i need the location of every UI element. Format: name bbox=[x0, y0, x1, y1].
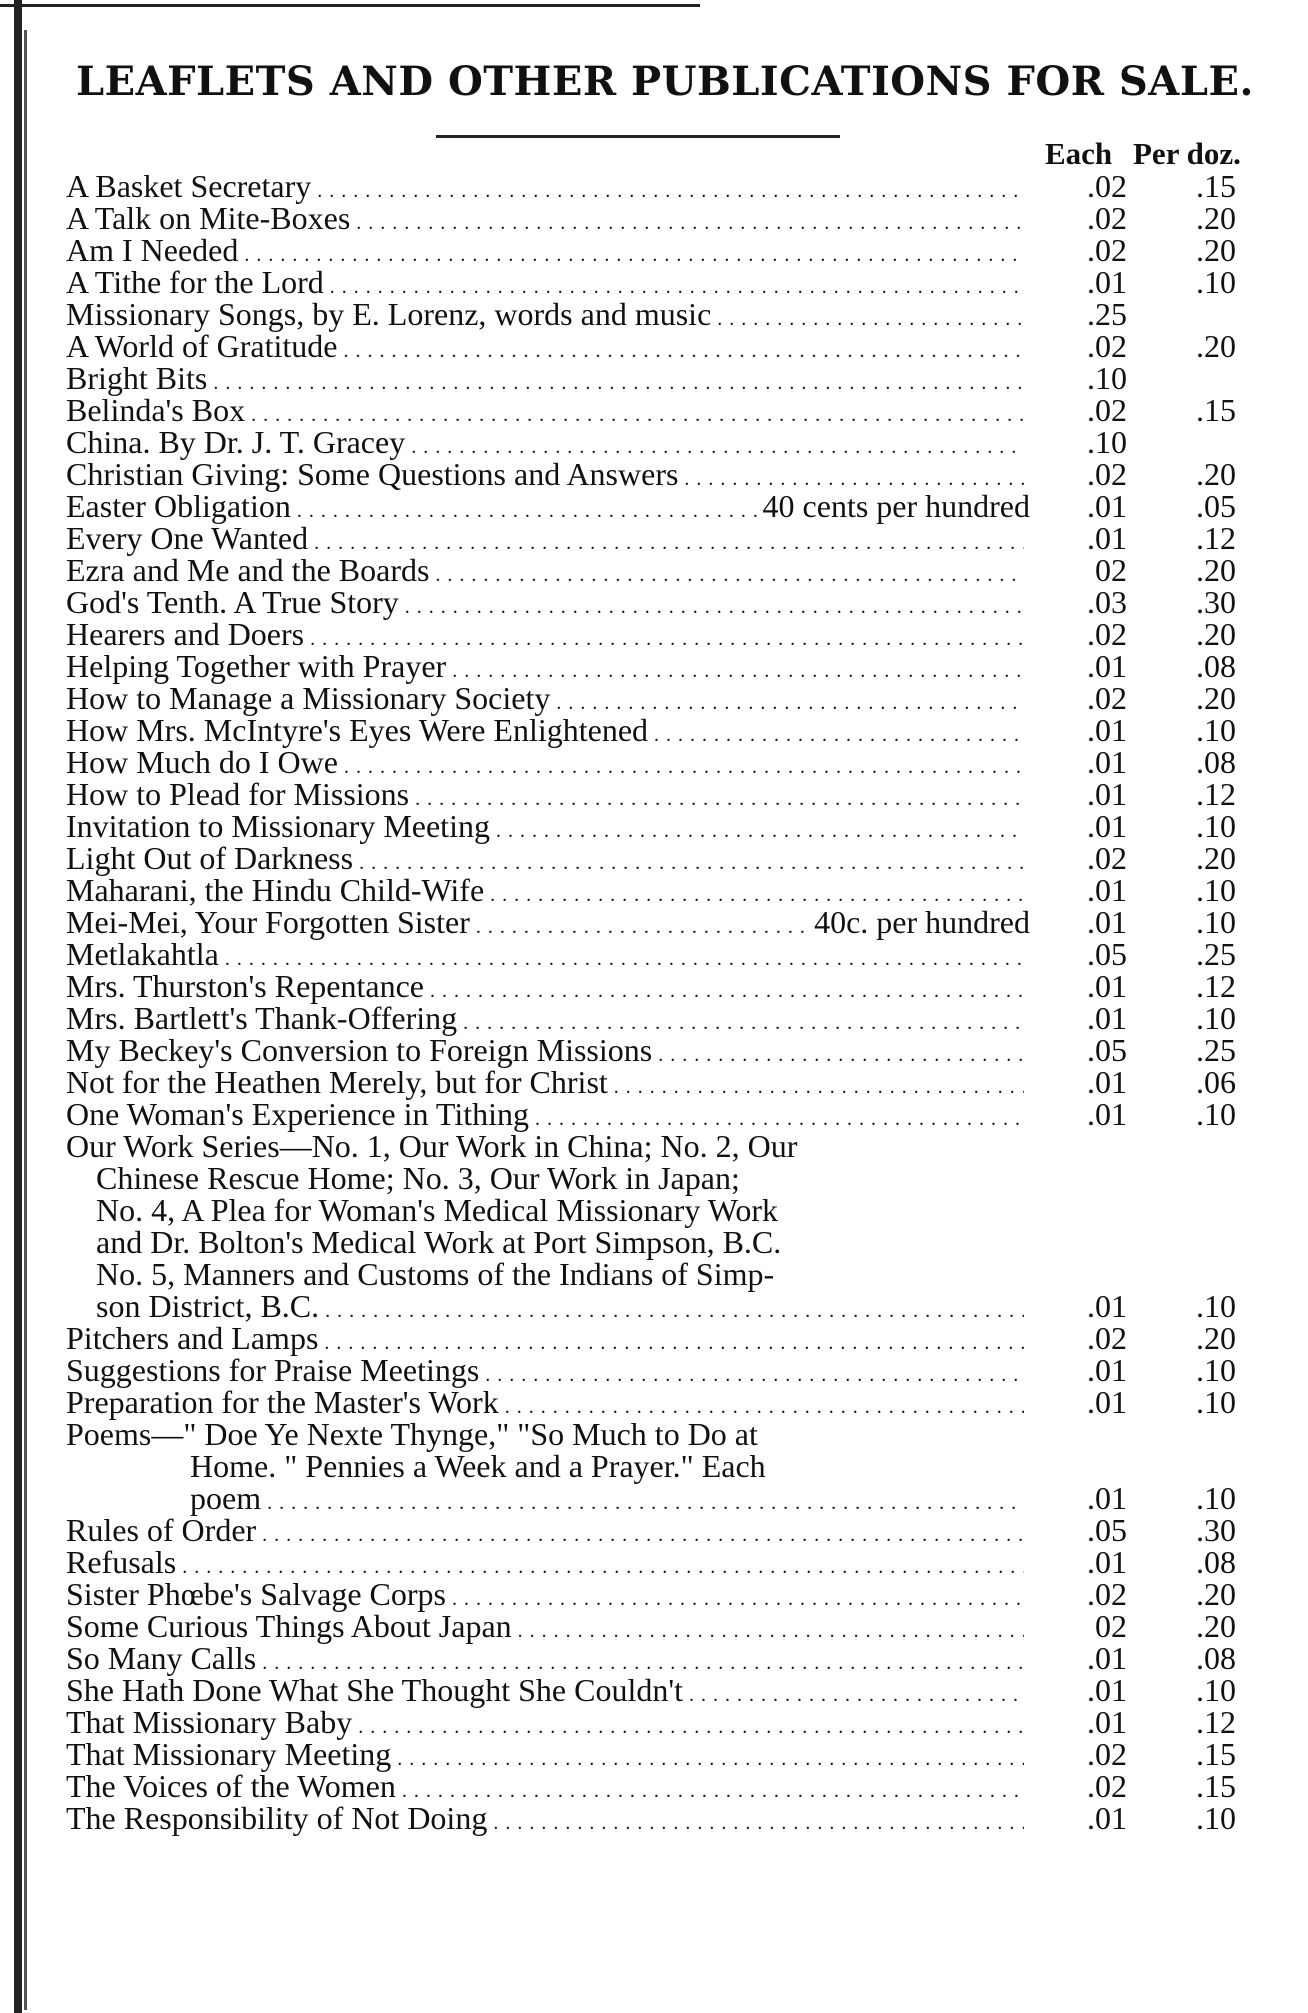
price-each: .02 bbox=[1087, 200, 1127, 236]
price-each: .01 bbox=[1087, 520, 1127, 556]
price-per-doz: .10 bbox=[1196, 1000, 1236, 1036]
our-work-line: No. 5, Manners and Customs of the Indians of Simp- bbox=[96, 1256, 775, 1292]
publication-row bbox=[66, 1642, 1266, 1674]
publication-row bbox=[66, 490, 1266, 522]
dot-leader bbox=[493, 1802, 1024, 1839]
price-per-doz: .06 bbox=[1196, 1064, 1236, 1100]
price-each: .01 bbox=[1087, 1064, 1127, 1100]
price-each: .02 bbox=[1087, 1320, 1127, 1356]
publication-row bbox=[66, 1514, 1266, 1546]
our-work-last-line bbox=[66, 1290, 1266, 1322]
publication-group-3 bbox=[66, 1514, 1266, 1834]
price-per-doz: .30 bbox=[1196, 584, 1236, 620]
price-note: 40 cents per hundred bbox=[762, 490, 1030, 524]
poems-entry bbox=[66, 1418, 1266, 1514]
publication-row bbox=[66, 426, 1266, 458]
price-per-doz: .25 bbox=[1196, 1032, 1236, 1068]
price-per-doz: .08 bbox=[1196, 744, 1236, 780]
publication-title: How to Plead for Missions bbox=[66, 778, 410, 812]
price-each: .01 bbox=[1087, 1000, 1127, 1036]
publication-title: The Responsibility of Not Doing bbox=[66, 1802, 488, 1836]
publication-title: Not for the Heathen Merely, but for Christ bbox=[66, 1066, 608, 1100]
price-per-doz: .20 bbox=[1196, 1576, 1236, 1612]
publication-row bbox=[66, 618, 1266, 650]
publication-row bbox=[66, 202, 1266, 234]
column-header-each: Each bbox=[1045, 136, 1113, 171]
publication-title: My Beckey's Conversion to Foreign Missions bbox=[66, 1034, 653, 1068]
price-per-doz: .12 bbox=[1196, 776, 1236, 812]
price-per-doz: .08 bbox=[1196, 1544, 1236, 1580]
publication-title: Belinda's Box bbox=[66, 394, 246, 428]
price-per-doz: .10 bbox=[1196, 264, 1236, 300]
price-per-doz: .15 bbox=[1196, 392, 1236, 428]
publication-title: Pitchers and Lamps bbox=[66, 1322, 319, 1356]
publication-title: The Voices of the Women bbox=[66, 1770, 396, 1804]
publication-title: Missionary Songs, by E. Lorenz, words and music bbox=[66, 298, 712, 332]
price-each: .01 bbox=[1087, 1352, 1127, 1388]
price-per-doz: .10 bbox=[1196, 808, 1236, 844]
publication-row bbox=[66, 874, 1266, 906]
our-work-line: Chinese Rescue Home; No. 3, Our Work in Japan; bbox=[96, 1160, 740, 1196]
price-each: .01 bbox=[1087, 808, 1127, 844]
publication-title: Sister Phœbe's Salvage Corps bbox=[66, 1578, 446, 1612]
price-per-doz: .20 bbox=[1196, 1608, 1236, 1644]
publication-row bbox=[66, 394, 1266, 426]
price-each: .01 bbox=[1087, 1800, 1127, 1836]
publication-title: Rules of Order bbox=[66, 1514, 257, 1548]
publication-title: Christian Giving: Some Questions and Answers bbox=[66, 458, 679, 492]
price-each: .01 bbox=[1087, 968, 1127, 1004]
our-work-series-entry bbox=[66, 1130, 1266, 1322]
poems-last-line bbox=[66, 1482, 1266, 1514]
price-each: .02 bbox=[1087, 840, 1127, 876]
price-each: .02 bbox=[1087, 232, 1127, 268]
publication-title: Mrs. Bartlett's Thank-Offering bbox=[66, 1002, 458, 1036]
publication-title: One Woman's Experience in Tithing bbox=[66, 1098, 529, 1132]
publication-row bbox=[66, 1738, 1266, 1770]
publication-row bbox=[66, 522, 1266, 554]
publication-title: Hearers and Doers bbox=[66, 618, 305, 652]
price-per-doz: .20 bbox=[1196, 840, 1236, 876]
left-margin-bar bbox=[14, 0, 22, 2013]
our-work-last-text: son District, B.C. bbox=[96, 1290, 320, 1324]
publication-title: Mrs. Thurston's Repentance bbox=[66, 970, 424, 1004]
price-per-doz: .30 bbox=[1196, 1512, 1236, 1548]
publication-title: She Hath Done What She Thought She Couldn't bbox=[66, 1674, 683, 1708]
price-per-doz: .12 bbox=[1196, 968, 1236, 1004]
publication-row bbox=[66, 1098, 1266, 1130]
publication-title: Ezra and Me and the Boards bbox=[66, 554, 430, 588]
publication-row bbox=[66, 1354, 1266, 1386]
price-per-doz: .08 bbox=[1196, 648, 1236, 684]
publication-row bbox=[66, 778, 1266, 810]
publication-title: How Mrs. McIntyre's Eyes Were Enlightened bbox=[66, 714, 649, 748]
price-each: .02 bbox=[1087, 680, 1127, 716]
publication-row bbox=[66, 330, 1266, 362]
publication-title: Every One Wanted bbox=[66, 522, 309, 556]
price-per-doz: .20 bbox=[1196, 616, 1236, 652]
price-each: .01 bbox=[1087, 1480, 1127, 1516]
poems-line: Home. " Pennies a Week and a Prayer." Each bbox=[190, 1448, 766, 1484]
price-per-doz: .10 bbox=[1196, 1480, 1236, 1516]
publication-row bbox=[66, 1002, 1266, 1034]
price-each: .10 bbox=[1087, 360, 1127, 396]
publication-row bbox=[66, 298, 1266, 330]
price-per-doz: .20 bbox=[1196, 552, 1236, 588]
price-each: .02 bbox=[1087, 1576, 1127, 1612]
publication-group-2 bbox=[66, 1322, 1266, 1418]
publication-title: A World of Gratitude bbox=[66, 330, 338, 364]
price-per-doz: .15 bbox=[1196, 168, 1236, 204]
price-each: .01 bbox=[1087, 1288, 1127, 1324]
price-each: .01 bbox=[1087, 1544, 1127, 1580]
publication-title: That Missionary Baby bbox=[66, 1706, 353, 1740]
publication-title: A Tithe for the Lord bbox=[66, 266, 324, 300]
publication-row bbox=[66, 1802, 1266, 1834]
publication-list bbox=[66, 170, 1266, 1834]
price-each: .05 bbox=[1087, 1032, 1127, 1068]
price-each: .02 bbox=[1087, 1768, 1127, 1804]
publication-row bbox=[66, 746, 1266, 778]
column-header-per-doz: Per doz. bbox=[1133, 136, 1241, 171]
price-per-doz: .10 bbox=[1196, 1096, 1236, 1132]
publication-row bbox=[66, 458, 1266, 490]
publication-title: How Much do I Owe bbox=[66, 746, 338, 780]
publication-row bbox=[66, 1386, 1266, 1418]
publication-row bbox=[66, 170, 1266, 202]
price-per-doz: .10 bbox=[1196, 1672, 1236, 1708]
publication-title: Easter Obligation bbox=[66, 490, 291, 524]
our-work-line: Our Work Series—No. 1, Our Work in China; No. 2, Our bbox=[66, 1128, 798, 1164]
price-each: .10 bbox=[1087, 424, 1127, 460]
price-each: .01 bbox=[1087, 872, 1127, 908]
page-title: LEAFLETS AND OTHER PUBLICATIONS FOR SALE. bbox=[76, 58, 1254, 105]
publication-row bbox=[66, 1770, 1266, 1802]
price-per-doz: .08 bbox=[1196, 1640, 1236, 1676]
publication-row bbox=[66, 1706, 1266, 1738]
publication-group-1 bbox=[66, 170, 1266, 1130]
publication-row bbox=[66, 234, 1266, 266]
price-each: .02 bbox=[1087, 1736, 1127, 1772]
price-per-doz: .20 bbox=[1196, 456, 1236, 492]
price-each: .02 bbox=[1087, 328, 1127, 364]
price-per-doz: .05 bbox=[1196, 488, 1236, 524]
publication-title: Suggestions for Praise Meetings bbox=[66, 1354, 480, 1388]
publication-row bbox=[66, 938, 1266, 970]
price-each: .01 bbox=[1087, 1640, 1127, 1676]
publication-title: A Basket Secretary bbox=[66, 170, 312, 204]
publication-title: So Many Calls bbox=[66, 1642, 257, 1676]
publication-row bbox=[66, 810, 1266, 842]
publication-title: Bright Bits bbox=[66, 362, 208, 396]
price-each: .01 bbox=[1087, 904, 1127, 940]
publication-row bbox=[66, 970, 1266, 1002]
publication-row bbox=[66, 554, 1266, 586]
publication-title: A Talk on Mite-Boxes bbox=[66, 202, 351, 236]
publication-row bbox=[66, 266, 1266, 298]
price-each: .01 bbox=[1087, 1672, 1127, 1708]
poems-line: Poems—" Doe Ye Nexte Thynge," "So Much to Do at bbox=[66, 1416, 758, 1452]
price-each: .01 bbox=[1087, 1384, 1127, 1420]
price-each: .02 bbox=[1087, 616, 1127, 652]
publication-title: Preparation for the Master's Work bbox=[66, 1386, 499, 1420]
price-per-doz: .10 bbox=[1196, 904, 1236, 940]
price-per-doz: .12 bbox=[1196, 520, 1236, 556]
publication-row bbox=[66, 1610, 1266, 1642]
publication-row bbox=[66, 362, 1266, 394]
publication-title: Maharani, the Hindu Child-Wife bbox=[66, 874, 485, 908]
price-each: .01 bbox=[1087, 488, 1127, 524]
publication-title: Helping Together with Prayer bbox=[66, 650, 447, 684]
price-each: .01 bbox=[1087, 264, 1127, 300]
title-underline bbox=[436, 135, 840, 138]
price-each: .02 bbox=[1087, 168, 1127, 204]
publication-title: Am I Needed bbox=[66, 234, 239, 268]
publication-row bbox=[66, 1546, 1266, 1578]
price-per-doz: .25 bbox=[1196, 936, 1236, 972]
price-each: .01 bbox=[1087, 648, 1127, 684]
publication-row bbox=[66, 1578, 1266, 1610]
price-each: .03 bbox=[1087, 584, 1127, 620]
price-each: .25 bbox=[1087, 296, 1127, 332]
price-each: .01 bbox=[1087, 776, 1127, 812]
price-per-doz: .15 bbox=[1196, 1768, 1236, 1804]
price-each: .02 bbox=[1087, 456, 1127, 492]
price-per-doz: .10 bbox=[1196, 712, 1236, 748]
publication-row bbox=[66, 1674, 1266, 1706]
price-per-doz: .20 bbox=[1196, 1320, 1236, 1356]
publication-title: That Missionary Meeting bbox=[66, 1738, 392, 1772]
price-each: .05 bbox=[1087, 1512, 1127, 1548]
top-border-rule bbox=[0, 4, 700, 7]
publication-row bbox=[66, 650, 1266, 682]
price-per-doz: .10 bbox=[1196, 872, 1236, 908]
publication-title: Invitation to Missionary Meeting bbox=[66, 810, 490, 844]
price-per-doz: .20 bbox=[1196, 200, 1236, 236]
publication-row bbox=[66, 682, 1266, 714]
price-each: .01 bbox=[1087, 1704, 1127, 1740]
price-per-doz: .20 bbox=[1196, 680, 1236, 716]
publication-row bbox=[66, 586, 1266, 618]
price-note: 40c. per hundred bbox=[814, 906, 1030, 940]
price-each: .01 bbox=[1087, 744, 1127, 780]
price-per-doz: .10 bbox=[1196, 1800, 1236, 1836]
price-each: 02 bbox=[1095, 1608, 1127, 1644]
left-margin-line bbox=[24, 30, 27, 2010]
price-per-doz: .20 bbox=[1196, 232, 1236, 268]
publication-title: Some Curious Things About Japan bbox=[66, 1610, 512, 1644]
price-per-doz: .10 bbox=[1196, 1288, 1236, 1324]
price-per-doz: .20 bbox=[1196, 328, 1236, 364]
publication-row bbox=[66, 1322, 1266, 1354]
publication-title: Refusals bbox=[66, 1546, 177, 1580]
publication-row bbox=[66, 1066, 1266, 1098]
price-each: .01 bbox=[1087, 712, 1127, 748]
publication-title: How to Manage a Missionary Society bbox=[66, 682, 551, 716]
publication-title: God's Tenth. A True Story bbox=[66, 586, 399, 620]
price-per-doz: .10 bbox=[1196, 1352, 1236, 1388]
price-each: .05 bbox=[1087, 936, 1127, 972]
our-work-line: No. 4, A Plea for Woman's Medical Missionary Work bbox=[96, 1192, 779, 1228]
publication-row bbox=[66, 842, 1266, 874]
our-work-line: and Dr. Bolton's Medical Work at Port Simpson, B.C. bbox=[96, 1224, 782, 1260]
publication-row bbox=[66, 906, 1266, 938]
price-per-doz: .12 bbox=[1196, 1704, 1236, 1740]
publication-title: Metlakahtla bbox=[66, 938, 219, 972]
publication-row bbox=[66, 714, 1266, 746]
publication-title: Mei-Mei, Your Forgotten Sister bbox=[66, 906, 470, 940]
publication-title: Light Out of Darkness bbox=[66, 842, 354, 876]
price-each: 02 bbox=[1095, 552, 1127, 588]
price-each: .01 bbox=[1087, 1096, 1127, 1132]
publication-title: China. By Dr. J. T. Gracey bbox=[66, 426, 406, 460]
publication-row bbox=[66, 1034, 1266, 1066]
price-per-doz: .15 bbox=[1196, 1736, 1236, 1772]
price-each: .02 bbox=[1087, 392, 1127, 428]
poems-last-text: poem bbox=[190, 1482, 262, 1516]
price-per-doz: .10 bbox=[1196, 1384, 1236, 1420]
